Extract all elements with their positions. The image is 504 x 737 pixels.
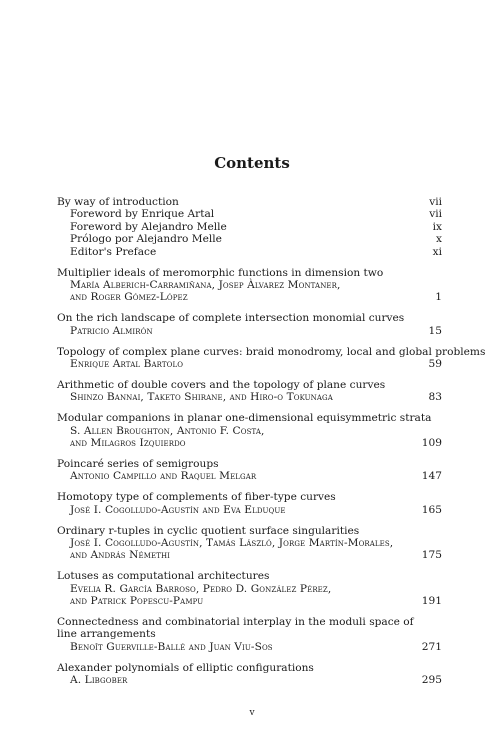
toc-entry[interactable] [57, 312, 442, 337]
toc-authors: Evelia R. García Barroso, Pedro D. González Pérez, [70, 582, 332, 595]
page-title: Contents [214, 154, 290, 172]
toc-title: Ordinary r-tuples in cyclic quotient surface singularities [57, 524, 360, 537]
toc-entry[interactable] [57, 662, 442, 687]
toc-section-introduction [57, 196, 442, 258]
toc-page-number: xi [432, 245, 442, 258]
toc-page-number: 147 [421, 470, 442, 483]
toc-entry[interactable] [57, 196, 442, 208]
toc-title: On the rich landscape of complete intersection monomial curves [57, 312, 405, 325]
toc-subentry[interactable] [57, 208, 442, 220]
toc-authors: Patricio Almirón [70, 324, 153, 337]
toc-page-number: vii [429, 208, 442, 221]
toc-entry[interactable] [57, 379, 442, 404]
toc-title: Modular companions in planar one-dimensional equisymmetric strata [57, 412, 432, 425]
toc-page-number: 83 [428, 391, 442, 404]
toc-entry[interactable] [57, 345, 486, 371]
toc-title: Homotopy type of complements of fiber-type curves [57, 491, 336, 504]
toc-title: By way of introduction [57, 196, 179, 208]
toc-page-number: 271 [421, 640, 442, 653]
toc-entry[interactable] [57, 570, 442, 607]
toc-page-number: 191 [421, 595, 442, 608]
toc-authors: and Roger Gómez-López [70, 291, 188, 304]
toc-subentry[interactable] [57, 246, 442, 258]
toc-entry[interactable] [57, 525, 442, 562]
toc-page-number: ix [432, 220, 442, 233]
toc-subentry[interactable] [57, 233, 442, 245]
toc-authors: and Patrick Popescu-Pampu [70, 595, 204, 608]
table-of-contents [57, 196, 486, 695]
toc-page-number: 15 [428, 324, 442, 337]
toc-title: Alexander polynomials of elliptic configurations [57, 661, 314, 674]
toc-authors: and Milagros Izquierdo [70, 437, 186, 449]
toc-entry[interactable] [57, 458, 442, 483]
toc-entry[interactable] [57, 491, 442, 516]
toc-authors: Enrique Artal Bartolo [70, 357, 184, 370]
toc-entry[interactable] [57, 412, 442, 449]
toc-title: Connectedness and combinatorial interplay in the moduli space of line arrangements [57, 615, 414, 641]
toc-authors: S. Allen Broughton, Antonio F. Costa, [70, 424, 265, 437]
toc-subentry-title: Editor's Preface [70, 245, 157, 258]
toc-page-number: vii [429, 196, 442, 208]
toc-page-number: x [436, 233, 442, 246]
toc-entry[interactable] [57, 267, 442, 304]
toc-page-number: 59 [428, 357, 442, 370]
toc-title: Lotuses as computational architectures [57, 570, 270, 583]
toc-page-number: 295 [421, 674, 442, 687]
toc-page-number: 175 [421, 549, 442, 562]
toc-subentry[interactable] [57, 221, 442, 233]
toc-page-number: 165 [421, 503, 442, 516]
toc-authors: and András Némethi [70, 549, 171, 562]
toc-subentry-title: Foreword by Alejandro Melle [70, 220, 227, 233]
toc-subentry-title: Prólogo por Alejandro Melle [70, 233, 222, 246]
toc-title: Multiplier ideals of meromorphic functions in dimension two [57, 266, 384, 279]
toc-authors: A. Libgober [70, 674, 128, 687]
toc-entry[interactable] [57, 616, 442, 653]
toc-title: Topology of complex plane curves: braid monodromy, local and global problems [57, 345, 486, 358]
toc-authors: José I. Cogolludo-Agustín, Tamás László, Jorge Martín-Morales, [70, 536, 394, 549]
toc-authors: María Alberich-Carramiñana, Josep Àlvarez Montaner, [70, 278, 341, 291]
toc-authors: Benoît Guerville-Ballé and Juan Viu-Sos [70, 640, 273, 653]
toc-page-number: 1 [435, 291, 442, 304]
toc-authors: Antonio Campillo and Raquel Melgar [70, 470, 257, 483]
toc-subentry-title: Foreword by Enrique Artal [70, 208, 215, 221]
toc-title: Poincaré series of semigroups [57, 457, 219, 470]
page-folio: v [249, 708, 255, 718]
toc-page-number: 109 [421, 437, 442, 449]
toc-title: Arithmetic of double covers and the topology of plane curves [57, 378, 386, 391]
toc-authors: José I. Cogolludo-Agustín and Eva Elduque [70, 503, 286, 516]
toc-authors: Shinzo Bannai, Taketo Shirane, and Hiro-o Tokunaga [70, 391, 333, 404]
